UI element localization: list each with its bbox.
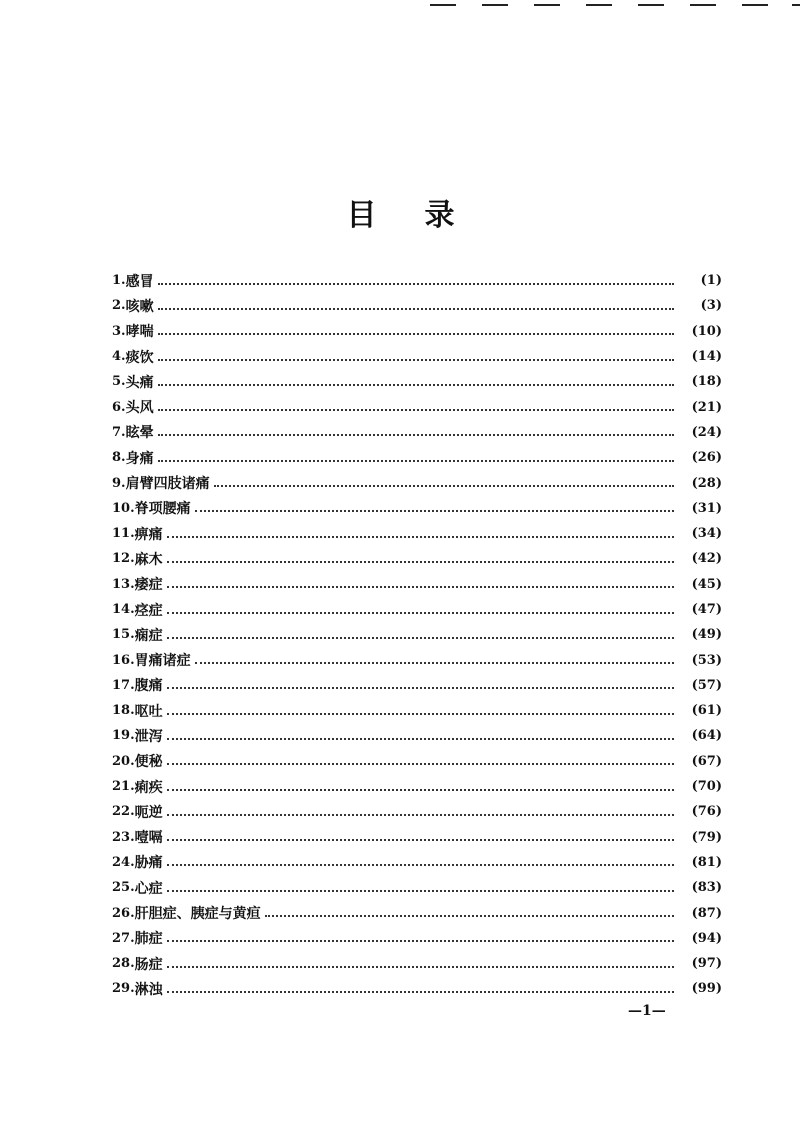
entry-title: 胁痛: [134, 855, 163, 872]
entry-number: 2.: [112, 298, 126, 314]
entry-title: 咳嗽: [125, 298, 154, 315]
toc-entry: [112, 900, 722, 925]
entry-title: 痹痛: [134, 526, 163, 543]
leader-dots: [167, 839, 674, 841]
toc-entry: [112, 344, 722, 369]
leader-dots: [167, 940, 674, 942]
entry-title: 痰饮: [125, 349, 154, 366]
entry-title: 淋浊: [134, 981, 163, 998]
entry-number: 14.: [112, 602, 135, 617]
leader-dots: [167, 738, 674, 740]
leader-dots: [167, 991, 674, 993]
entry-title: 心症: [134, 880, 163, 897]
entry-number: 10.: [112, 500, 135, 516]
toc-entry: [112, 926, 722, 951]
entry-title: 痉症: [134, 602, 163, 619]
entry-page: (87): [691, 905, 722, 921]
toc-entry: [112, 445, 722, 470]
entry-number: 7.: [112, 424, 126, 440]
entry-number: 3.: [112, 323, 126, 339]
leader-dots: [158, 409, 674, 411]
entry-title: 肝胆症、胰症与黄疸: [134, 906, 261, 923]
page-number: —1—: [628, 1003, 666, 1019]
leader-dots: [167, 586, 674, 588]
entry-title: 脊项腰痛: [134, 501, 191, 518]
entry-page: (64): [691, 728, 722, 744]
entry-page: (57): [691, 677, 722, 693]
entry-page: (45): [691, 576, 722, 592]
entry-page: (1): [700, 273, 722, 289]
entry-number: 19.: [112, 728, 135, 744]
toc-entry: [112, 951, 722, 976]
entry-number: 28.: [112, 956, 135, 972]
entry-page: (42): [691, 551, 722, 567]
entry-title: 身痛: [125, 450, 154, 467]
toc-entry: [112, 470, 722, 495]
entry-number: 29.: [112, 981, 135, 997]
toc-entry: [112, 268, 722, 293]
rule-dash: [430, 4, 456, 6]
leader-dots: [265, 915, 674, 917]
entry-title: 呃逆: [134, 804, 163, 821]
entry-page: (76): [691, 804, 722, 820]
entry-title: 腹痛: [134, 678, 163, 695]
entry-page: (70): [691, 779, 722, 795]
entry-page: (81): [691, 854, 722, 870]
entry-page: (83): [691, 880, 722, 896]
entry-page: (53): [691, 652, 722, 668]
rule-dash: [482, 4, 508, 6]
entry-number: 16.: [112, 652, 135, 668]
rule-dash: [792, 4, 800, 6]
toc-entry: [112, 546, 722, 571]
entry-title: 麻木: [134, 551, 163, 568]
toc-entry: [112, 825, 722, 850]
leader-dots: [167, 864, 674, 866]
entry-number: 21.: [112, 779, 135, 795]
toc-entry: [112, 420, 722, 445]
entry-title: 呕吐: [134, 703, 163, 720]
entry-page: (18): [691, 374, 722, 390]
entry-number: 11.: [112, 526, 135, 542]
entry-title: 胃痛诸症: [134, 653, 191, 670]
entry-number: 15.: [112, 627, 135, 643]
entry-number: 17.: [112, 677, 135, 693]
toc-entry: [112, 749, 722, 774]
toc-entry: [112, 394, 722, 419]
entry-page: (97): [691, 956, 722, 972]
toc-entry: [112, 496, 722, 521]
toc-entry: [112, 673, 722, 698]
entry-page: (31): [691, 500, 722, 516]
entry-title: 痢疾: [134, 779, 163, 796]
entry-page: (94): [691, 930, 722, 946]
toc-entry: [112, 698, 722, 723]
leader-dots: [167, 561, 674, 563]
entry-title: 头痛: [125, 374, 154, 391]
rule-dash: [534, 4, 560, 6]
entry-title: 肠症: [134, 956, 163, 973]
toc-entry: [112, 850, 722, 875]
entry-page: (67): [691, 753, 722, 769]
rule-dash: [638, 4, 664, 6]
entry-page: (49): [691, 627, 722, 643]
entry-page: (3): [700, 298, 722, 314]
entry-page: (47): [691, 602, 722, 617]
entry-number: 13.: [112, 576, 135, 592]
toc-entry: [112, 622, 722, 647]
entry-page: (14): [691, 349, 722, 365]
leader-dots: [158, 283, 674, 285]
toc-entry: [112, 293, 722, 318]
rule-dash: [690, 4, 716, 6]
toc-entry: [112, 976, 722, 1001]
toc-entry: [112, 597, 722, 622]
entry-title: 噎嗝: [134, 830, 163, 847]
toc-entry: [112, 647, 722, 672]
leader-dots: [167, 966, 674, 968]
entry-number: 4.: [112, 349, 126, 365]
entry-title: 便秘: [134, 754, 163, 771]
toc-entry: [112, 799, 722, 824]
entry-number: 22.: [112, 804, 135, 820]
leader-dots: [158, 308, 674, 310]
leader-dots: [167, 637, 674, 639]
entry-title: 肺症: [134, 931, 163, 948]
leader-dots: [195, 510, 674, 512]
leader-dots: [158, 460, 674, 462]
rule-dash: [586, 4, 612, 6]
entry-title: 哮喘: [125, 324, 154, 341]
leader-dots: [158, 333, 674, 335]
entry-page: (10): [691, 323, 722, 339]
entry-number: 9.: [112, 475, 126, 491]
table-of-contents: [112, 268, 722, 1002]
toc-entry: [112, 572, 722, 597]
toc-entry: [112, 369, 722, 394]
entry-page: (21): [691, 399, 722, 415]
leader-dots: [158, 384, 674, 386]
entry-number: 23.: [112, 829, 135, 845]
entry-number: 18.: [112, 703, 135, 719]
entry-number: 25.: [112, 880, 135, 896]
leader-dots: [195, 662, 674, 664]
toc-entry: [112, 319, 722, 344]
entry-number: 1.: [112, 273, 126, 289]
entry-page: (26): [691, 450, 722, 466]
entry-title: 泄泻: [134, 728, 163, 745]
entry-number: 27.: [112, 930, 135, 946]
entry-page: (79): [691, 829, 722, 845]
entry-page: (34): [691, 526, 722, 542]
leader-dots: [167, 713, 674, 715]
entry-title: 感冒: [125, 273, 154, 290]
title-char: 录: [424, 198, 455, 233]
entry-number: 24.: [112, 854, 135, 870]
entry-title: 痿症: [134, 577, 163, 594]
entry-title: 眩晕: [125, 425, 154, 442]
toc-entry: [112, 723, 722, 748]
leader-dots: [214, 485, 674, 487]
leader-dots: [167, 814, 674, 816]
leader-dots: [167, 687, 674, 689]
leader-dots: [158, 434, 674, 436]
entry-title: 肩臂四肢诸痛: [125, 476, 210, 493]
leader-dots: [167, 612, 674, 614]
entry-page: (61): [691, 703, 722, 719]
entry-number: 6.: [112, 399, 126, 415]
page-title: [0, 190, 801, 234]
leader-dots: [167, 763, 674, 765]
entry-title: 头风: [125, 400, 154, 417]
entry-number: 8.: [112, 450, 126, 466]
entry-page: (99): [691, 981, 722, 997]
entry-page: (28): [691, 475, 722, 491]
toc-entry: [112, 774, 722, 799]
entry-title: 痫症: [134, 627, 163, 644]
toc-entry: [112, 875, 722, 900]
entry-number: 20.: [112, 753, 135, 769]
entry-number: 5.: [112, 374, 126, 390]
title-char: 目: [346, 198, 377, 233]
entry-page: (24): [691, 424, 722, 440]
leader-dots: [167, 536, 674, 538]
leader-dots: [158, 359, 674, 361]
entry-number: 26.: [112, 905, 135, 921]
rule-dash: [742, 4, 768, 6]
leader-dots: [167, 789, 674, 791]
toc-entry: [112, 521, 722, 546]
leader-dots: [167, 890, 674, 892]
entry-number: 12.: [112, 551, 135, 567]
